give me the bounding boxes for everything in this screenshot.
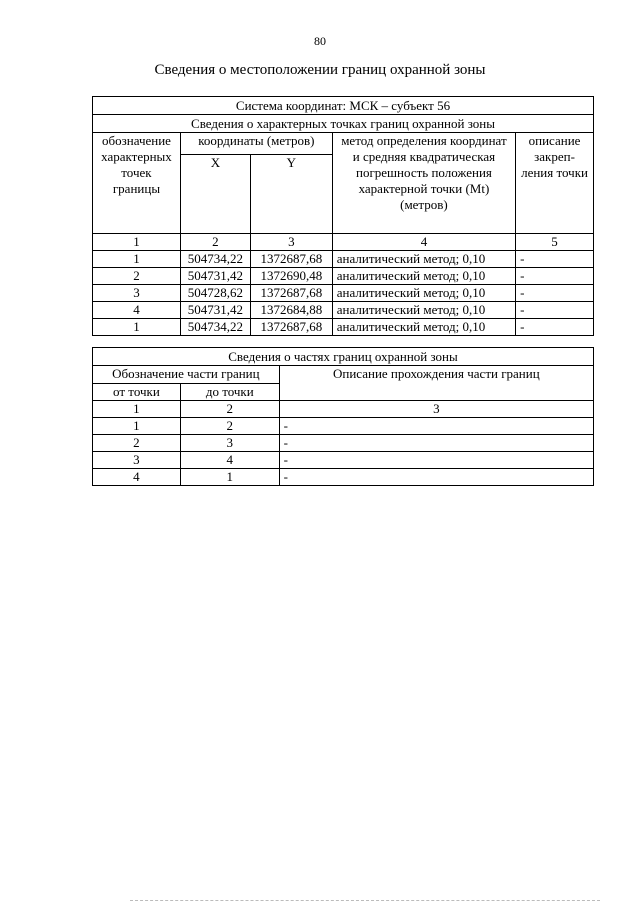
coordinate-system: Система координат: МСК – субъект 56 (93, 97, 594, 115)
description-value: - (516, 285, 594, 302)
x-value: 504728,62 (180, 285, 250, 302)
method-value: аналитический метод; 0,10 (332, 302, 515, 319)
table-row (93, 251, 594, 268)
column-number-row (93, 401, 594, 418)
header-y: Y (250, 155, 332, 234)
column-number-row (93, 234, 594, 251)
point-id: 3 (93, 285, 181, 302)
header-part-description: Описание прохождения части границ (279, 366, 593, 401)
scan-artifact-line (130, 900, 600, 903)
column-number: 2 (180, 234, 250, 251)
y-value: 1372687,68 (250, 285, 332, 302)
from-point: 4 (93, 469, 181, 486)
y-value: 1372690,48 (250, 268, 332, 285)
parts-table (92, 347, 594, 486)
method-value: аналитический метод; 0,10 (332, 319, 515, 336)
column-number: 5 (516, 234, 594, 251)
table-row (93, 418, 594, 435)
header-description: описание закреп-ления точки (516, 133, 594, 234)
header-x: X (180, 155, 250, 234)
to-point: 4 (180, 452, 279, 469)
table-row (93, 302, 594, 319)
method-value: аналитический метод; 0,10 (332, 251, 515, 268)
from-point: 1 (93, 418, 181, 435)
method-value: аналитический метод; 0,10 (332, 285, 515, 302)
description-value: - (516, 268, 594, 285)
x-value: 504734,22 (180, 319, 250, 336)
table-row (93, 285, 594, 302)
header-method: метод определения координат и средняя квадратическая погрешность положения характерной точки (Mt) (метров) (332, 133, 515, 234)
part-description: - (279, 435, 593, 452)
x-value: 504734,22 (180, 251, 250, 268)
part-description: - (279, 469, 593, 486)
from-point: 3 (93, 452, 181, 469)
y-value: 1372687,68 (250, 251, 332, 268)
y-value: 1372684,88 (250, 302, 332, 319)
part-description: - (279, 418, 593, 435)
table-row (93, 268, 594, 285)
table-row (93, 452, 594, 469)
header-point-designation: обозначение характерных точек границы (93, 133, 181, 234)
method-value: аналитический метод; 0,10 (332, 268, 515, 285)
x-value: 504731,42 (180, 302, 250, 319)
column-number: 1 (93, 401, 181, 418)
header-to-point: до точки (180, 383, 279, 401)
table-row (93, 319, 594, 336)
column-number: 3 (279, 401, 593, 418)
x-value: 504731,42 (180, 268, 250, 285)
column-number: 2 (180, 401, 279, 418)
column-number: 3 (250, 234, 332, 251)
header-part-designation: Обозначение части границ (93, 366, 280, 384)
table-row (93, 435, 594, 452)
part-description: - (279, 452, 593, 469)
column-number: 4 (332, 234, 515, 251)
from-point: 2 (93, 435, 181, 452)
description-value: - (516, 319, 594, 336)
header-coordinates: координаты (метров) (180, 133, 332, 155)
to-point: 2 (180, 418, 279, 435)
page-number: 80 (314, 34, 326, 48)
description-value: - (516, 302, 594, 319)
parts-section-title: Сведения о частях границ охранной зоны (93, 348, 594, 366)
points-table (92, 96, 594, 336)
column-number: 1 (93, 234, 181, 251)
points-section-title: Сведения о характерных точках границ охранной зоны (93, 115, 594, 133)
point-id: 4 (93, 302, 181, 319)
header-from-point: от точки (93, 383, 181, 401)
description-value: - (516, 251, 594, 268)
to-point: 1 (180, 469, 279, 486)
point-id: 1 (93, 319, 181, 336)
point-id: 2 (93, 268, 181, 285)
document-title: Сведения о местоположении границ охранной зоны (154, 62, 486, 78)
point-id: 1 (93, 251, 181, 268)
to-point: 3 (180, 435, 279, 452)
table-row (93, 469, 594, 486)
y-value: 1372687,68 (250, 319, 332, 336)
